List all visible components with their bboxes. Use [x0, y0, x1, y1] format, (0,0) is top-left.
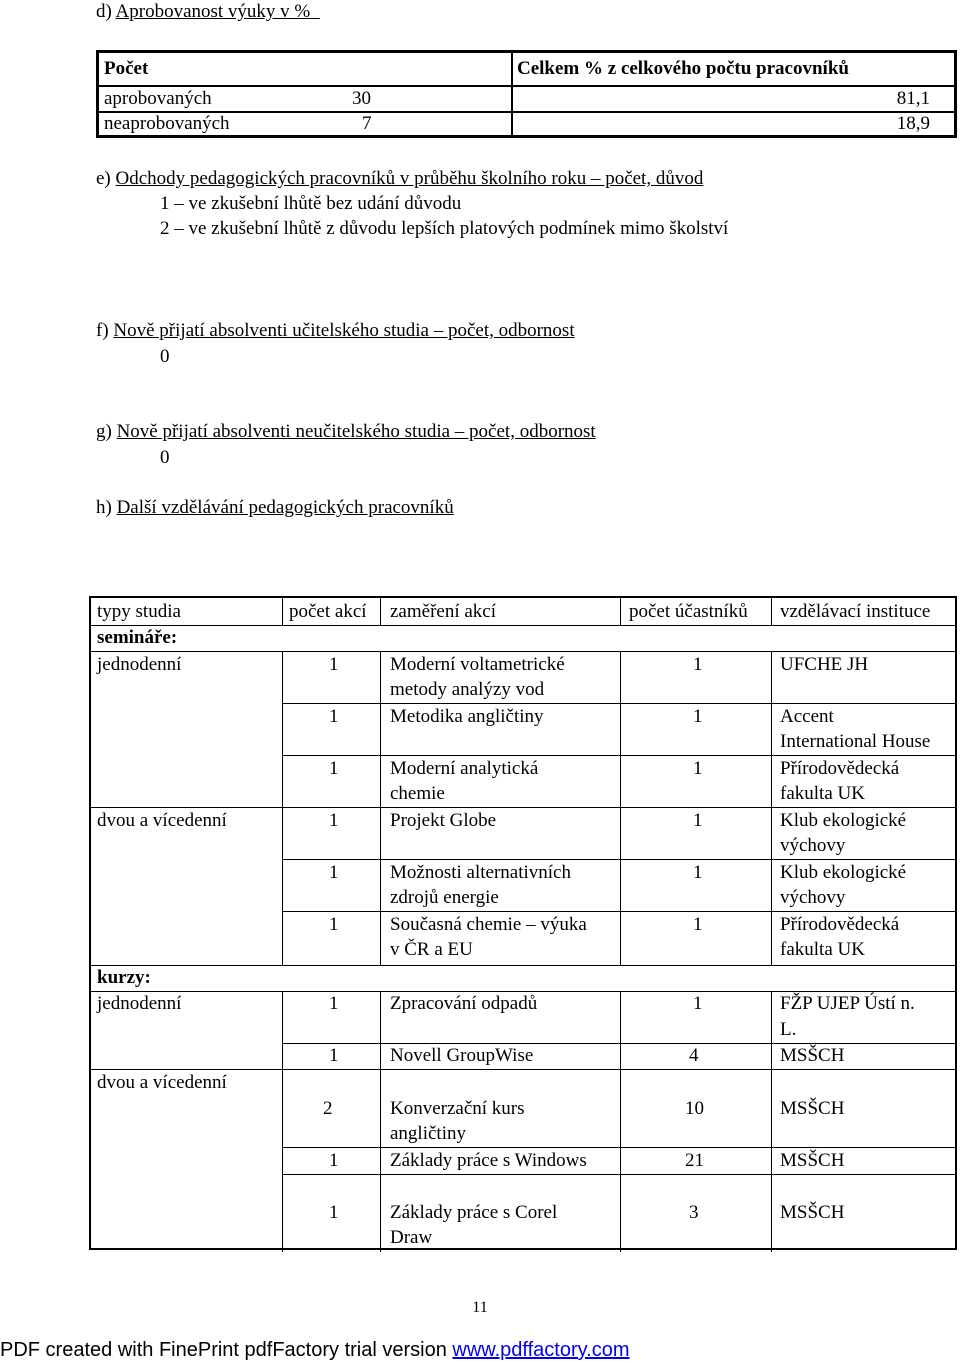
column-divider [511, 83, 513, 135]
row-divider [91, 625, 955, 626]
kurzy-vicedenni: dvou a vícedenní [97, 1072, 227, 1093]
row-count: 1 [329, 993, 339, 1014]
row-institution: UFCHE JH [780, 654, 869, 675]
section-d-title: Aprobovanost výuky v % [115, 1, 311, 22]
column-divider [771, 991, 772, 1252]
col-header-participants: počet účastníků [629, 601, 748, 622]
header-percent: Celkem % z celkového počtu pracovníků [517, 58, 849, 79]
row-institution: Klub ekologické [780, 810, 907, 831]
row-participants: 1 [693, 993, 703, 1014]
row-count: 1 [329, 914, 339, 935]
row-percent: 18,9 [896, 113, 930, 134]
section-f-heading [96, 319, 575, 343]
header-count: Počet [104, 58, 149, 79]
row-count: 1 [329, 1045, 339, 1066]
row-institution: fakulta UK [780, 939, 865, 960]
column-divider [771, 598, 772, 625]
row-count: 1 [329, 654, 339, 675]
row-institution: FŽP UJEP Ústí n. [780, 993, 915, 1014]
row-focus: Základy práce s Windows [390, 1150, 587, 1171]
row-participants: 4 [689, 1045, 699, 1066]
row-focus: Moderní voltametrické [390, 654, 565, 675]
row-focus: Moderní analytická [390, 758, 539, 779]
column-divider [380, 598, 381, 625]
row-institution: MSŠCH [780, 1202, 845, 1223]
section-f-prefix: f) [96, 320, 114, 341]
row-institution: MSŠCH [780, 1150, 845, 1171]
row-participants: 21 [685, 1150, 704, 1171]
section-g-heading [96, 420, 596, 444]
row-count: 30 [352, 88, 371, 109]
row-count: 1 [329, 758, 339, 779]
row-focus: Zpracování odpadů [390, 993, 538, 1014]
row-institution: Přírodovědecká [780, 914, 900, 935]
row-participants: 3 [689, 1202, 699, 1223]
pdf-footer [0, 1337, 630, 1363]
row-focus: Základy práce s Corel [390, 1202, 558, 1223]
row-divider [282, 1043, 955, 1044]
row-count: 1 [329, 1202, 339, 1223]
column-divider [511, 53, 513, 85]
row-focus: Konverzační kurs [390, 1098, 525, 1119]
section-e-line: 1 – ve zkušební lhůtě bez udání důvodu [160, 193, 462, 214]
row-institution: L. [780, 1019, 797, 1040]
section-g-value: 0 [160, 447, 170, 468]
row-institution: Klub ekologické [780, 862, 907, 883]
page-number: 11 [472, 1299, 488, 1316]
section-h-title: Další vzdělávání pedagogických pracovníků [116, 497, 454, 518]
row-participants: 10 [685, 1098, 704, 1119]
section-h-prefix: h) [96, 497, 117, 518]
section-g-title: Nově přijatí absolventi neučitelského studia – počet, odbornost [116, 421, 596, 442]
row-count: 7 [362, 113, 372, 134]
row-participants: 1 [693, 862, 703, 883]
row-focus: Novell GroupWise [390, 1045, 534, 1066]
row-count: 1 [329, 1150, 339, 1171]
row-institution: výchovy [780, 835, 846, 856]
row-institution: Přírodovědecká [780, 758, 900, 779]
col-header-institution: vzdělávací instituce [780, 601, 931, 622]
column-divider [380, 651, 381, 965]
row-focus: Projekt Globe [390, 810, 497, 831]
row-count: 1 [329, 810, 339, 831]
seminare-vicedenni: dvou a vícedenní [97, 810, 227, 831]
row-label: aprobovaných [104, 88, 212, 109]
column-divider [620, 651, 621, 965]
section-e-title: Odchody pedagogických pracovníků v průběhu školního roku – počet, důvod [115, 168, 704, 189]
row-focus: Současná chemie – výuka [390, 914, 587, 935]
row-institution: výchovy [780, 887, 846, 908]
section-d-prefix: d) [96, 1, 116, 22]
section-h-heading [96, 496, 454, 520]
row-label: neaprobovaných [104, 113, 230, 134]
table-row [99, 85, 954, 113]
section-f-value: 0 [160, 346, 170, 367]
col-header-type: typy studia [97, 601, 181, 622]
row-focus: Metodika angličtiny [390, 706, 544, 727]
section-e-line: 2 – ve zkušební lhůtě z důvodu lepších platových podmínek mimo školství [160, 218, 729, 239]
row-focus: Draw [390, 1227, 433, 1248]
row-divider [282, 1147, 955, 1148]
col-header-count: počet akcí [289, 601, 367, 622]
row-participants: 1 [693, 758, 703, 779]
row-institution: Accent [780, 706, 834, 727]
section-d-heading [96, 0, 320, 24]
row-participants: 1 [693, 706, 703, 727]
row-institution: fakulta UK [780, 783, 865, 804]
col-header-focus: zaměření akcí [390, 601, 497, 622]
row-divider [282, 1174, 955, 1175]
row-institution: MSŠCH [780, 1098, 845, 1119]
row-institution: International House [780, 731, 931, 752]
row-focus: chemie [390, 783, 445, 804]
column-divider [620, 598, 621, 625]
row-count: 2 [323, 1098, 333, 1119]
row-count: 1 [329, 862, 339, 883]
training-table [89, 596, 957, 1250]
aprobovanost-table [96, 50, 957, 138]
kurzy-jednodenni: jednodenní [97, 993, 182, 1014]
table-row [99, 111, 954, 138]
row-percent: 81,1 [896, 88, 930, 109]
section-g-prefix: g) [96, 421, 117, 442]
row-focus: Možnosti alternativních [390, 862, 571, 883]
section-e-prefix: e) [96, 168, 116, 189]
section-e-heading [96, 167, 703, 191]
row-focus: zdrojů energie [390, 887, 499, 908]
column-divider [282, 651, 283, 965]
table-header-row [99, 53, 954, 87]
row-participants: 1 [693, 914, 703, 935]
row-focus: angličtiny [390, 1123, 466, 1144]
row-institution: MSŠCH [780, 1045, 845, 1066]
row-focus: v ČR a EU [390, 939, 473, 960]
row-divider [282, 703, 955, 704]
column-divider [282, 598, 283, 625]
row-count: 1 [329, 706, 339, 727]
row-focus: metody analýzy vod [390, 679, 545, 700]
row-divider [91, 965, 955, 966]
seminare-jednodenni: jednodenní [97, 654, 182, 675]
row-divider [91, 1069, 955, 1070]
kurzy-label: kurzy: [97, 967, 151, 988]
pdffactory-link[interactable]: www.pdffactory.com [452, 1339, 630, 1361]
seminare-label: semináře: [97, 627, 178, 648]
row-participants: 1 [693, 810, 703, 831]
column-divider [380, 991, 381, 1252]
section-f-title: Nově přijatí absolventi učitelského studia – počet, odbornost [113, 320, 575, 341]
pdf-footer-text: PDF created with FinePrint pdfFactory trial version [0, 1339, 453, 1361]
column-divider [620, 991, 621, 1252]
column-divider [282, 991, 283, 1252]
row-participants: 1 [693, 654, 703, 675]
column-divider [771, 651, 772, 965]
